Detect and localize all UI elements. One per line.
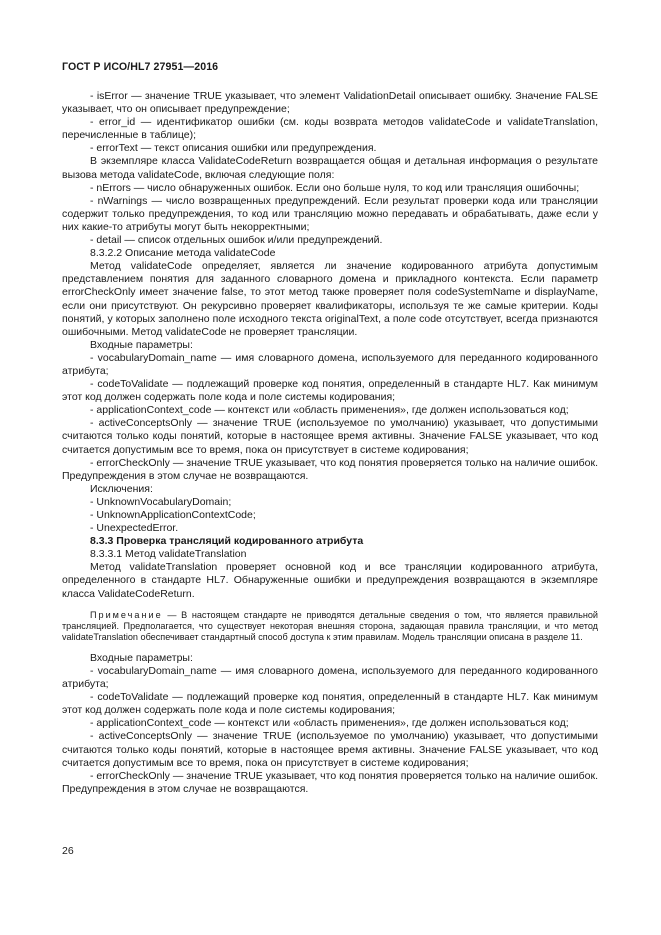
list-item: - errorCheckOnly — значение TRUE указывает, что код понятия проверяется только на наличие ошибок. Предупреждения в этом случае не возвращаются. [62, 456, 598, 482]
list-item: - vocabularyDomain_name — имя словарного домена, используемого для переданного кодированного атрибута; [62, 351, 598, 377]
note-block [62, 610, 598, 644]
note-text: — В настоящем стандарте не приводятся детальные сведения о том, что является правильной трансляцией. Предполагается, что существует некоторая внешняя сторона, задающая правила трансляции, и что метод validateTranslation обеспечивает стандартный способ доступа к этим правилам. Модель трансляции описана в разделе 11. [62, 609, 598, 643]
list-item: - UnknownVocabularyDomain; [90, 495, 232, 508]
note-label: Примечание [90, 609, 163, 620]
list-item: - activeConceptsOnly — значение TRUE (используемое по умолчанию) указывает, что допустимыми считаются только коды понятий, которые в настоящее время активны. Значение FALSE указывает, что код считается допустимым все то время, пока он присутствует в системе кодирования; [62, 730, 598, 769]
list-item: - applicationContext_code — контекст или «область применения», где должен использоваться код; [90, 717, 569, 730]
list-item: - codeToValidate — подлежащий проверке код понятия, определенный в стандарте HL7. Как минимум этот код должен содержать поле кода и поле системы кодирования; [62, 378, 598, 404]
subsection-heading: 8.3.3.1 Метод validateTranslation [90, 548, 247, 561]
list-item: - applicationContext_code — контекст или «область применения», где должен использоваться код; [90, 404, 569, 417]
paragraph: Входные параметры: [90, 651, 193, 664]
paragraph: Метод validateCode определяет, является ли значение кодированного атрибута допустимым представлением понятия для заданного словарного домена и прикладного контекста. Если параметр errorCheckOnly имеет значение false, то этот метод также проверяет поля codeSystemName и displayName, если они присутствуют. Он рекурсивно проверяет квалификаторы, используя те же самые критерии. Коды понятий, у которых заполнено поле исходного текста originalText, а поле code отсутствует, всегда признаются ошибочными. Метод validateCode не проверяет трансляции. [62, 260, 598, 338]
document-header: ГОСТ Р ИСО/HL7 27951—2016 [62, 61, 219, 73]
paragraph: Входные параметры: [90, 338, 193, 351]
list-item: - detail — список отдельных ошибок и/или предупреждений. [90, 234, 383, 247]
list-item: - vocabularyDomain_name — имя словарного домена, используемого для переданного кодированного атрибута; [62, 664, 598, 691]
list-item: - isError — значение TRUE указывает, что элемент ValidationDetail описывает ошибку. Значение FALSE указывает, что он описывает предупреждение; [62, 90, 598, 116]
page-body [62, 90, 598, 796]
section-heading: 8.3.3 Проверка трансляций кодированного атрибута [90, 535, 364, 548]
list-item: - nWarnings — число возвращенных предупреждений. Если результат проверки кода или трансляции содержит только предупреждения, то код или трансляцию можно передавать и обрабатывать, даже если у них какие-то атрибуты могут быть некорректными; [62, 194, 598, 233]
page-number: 26 [62, 845, 74, 857]
subsection-heading: 8.3.2.2 Описание метода validateCode [90, 247, 276, 260]
list-item: - nErrors — число обнаруженных ошибок. Если оно больше нуля, то код или трансляция ошибочны; [90, 181, 580, 194]
list-item: - error_id — идентификатор ошибки (см. коды возврата методов validateCode и validateTranslation, перечисленные в таблице); [62, 116, 598, 142]
list-item: - activeConceptsOnly — значение TRUE (используемое по умолчанию) указывает, что допустимыми считаются только коды понятий, которые в настоящее время активны. Значение FALSE указывает, что код считается допустимым все то время, пока он присутствует в системе кодирования; [62, 417, 598, 456]
list-item: - UnknownApplicationContextCode; [90, 509, 256, 521]
list-item: - UnexpectedError. [90, 522, 179, 535]
list-item: - errorText — текст описания ошибки или предупреждения. [90, 142, 377, 155]
list-item: - errorCheckOnly — значение TRUE указывает, что код понятия проверяется только на наличие ошибок. Предупреждения в этом случае не возвращаются. [62, 769, 598, 795]
list-item: - codeToValidate — подлежащий проверке код понятия, определенный в стандарте HL7. Как минимум этот код должен содержать поле кода и поле системы кодирования; [62, 691, 598, 717]
paragraph: Метод validateTranslation проверяет основной код и все трансляции кодированного атрибута, определенного в стандарте HL7. Обнаруженные ошибки и предупреждения возвращаются в экземпляре класса ValidateCodeReturn. [62, 561, 598, 600]
paragraph: Исключения: [90, 482, 153, 495]
paragraph: В экземпляре класса ValidateCodeReturn возвращается общая и детальная информация о результате вызова метода validateCode, включая следующие поля: [62, 155, 598, 181]
